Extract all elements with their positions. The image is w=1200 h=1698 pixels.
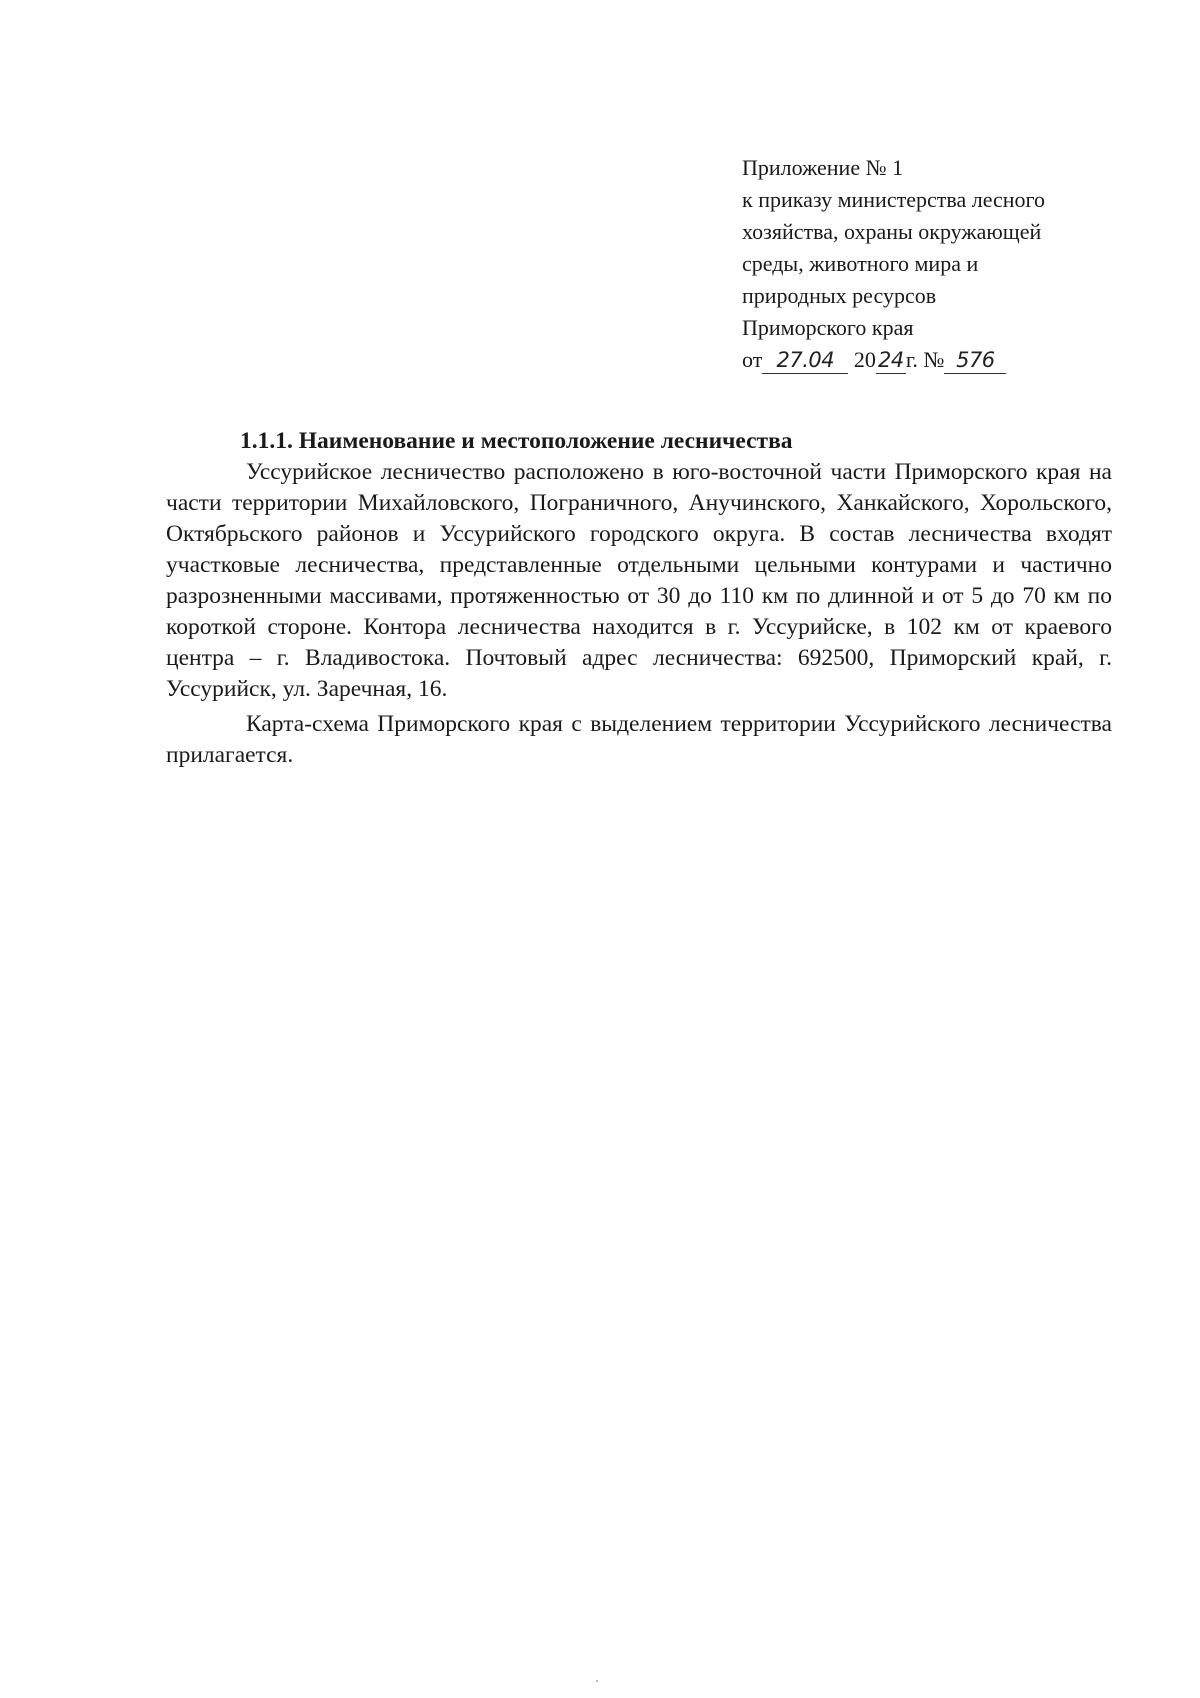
appendix-line: к приказу министерства лесного — [742, 187, 1046, 212]
appendix-title: Приложение № 1 — [742, 155, 904, 180]
date-year-prefix: 20 — [853, 347, 876, 372]
paragraph-map-note: Карта-схема Приморского края с выделением территории Уссурийского лесничества прилагается. — [166, 711, 1112, 768]
appendix-line: природных ресурсов — [742, 283, 937, 308]
appendix-line: Приморского края — [742, 315, 914, 340]
handwritten-order-number: 576 — [944, 347, 1006, 374]
appendix-header — [742, 152, 1122, 376]
appendix-line: среды, животного мира и — [742, 251, 979, 276]
date-year-suffix: г. № — [905, 347, 945, 372]
paragraph-location: Уссурийское лесничество расположено в юго-восточной части Приморского края на части территории Михайловского, Пограничного, Анучинского, Ханкайского, Хорольского, Октябрьского районов и Уссурийского городского округа. В состав лесничества входят участковые лесничества, представленные отдельными цельными контурами и частично разрозненными массивами, протяженностью от 30 до 110 км по длинной и от 5 до 70 км по короткой стороне. Контора лесничества находится в г. Уссурийске, в 102 км от краевого центра – г. Владивостока. Почтовый адрес лесничества: 692500, Приморский край, г. Уссурийск, ул. Заречная, 16. — [166, 459, 1112, 702]
date-prefix: от — [742, 347, 763, 372]
handwritten-date-year: 24 — [876, 347, 906, 374]
document-section — [166, 426, 1112, 771]
section-heading: 1.1.1. Наименование и местоположение лесничества — [240, 428, 793, 454]
scan-speck — [596, 1680, 598, 1682]
order-date-line — [742, 344, 1122, 376]
appendix-line: хозяйства, охраны окружающей — [742, 219, 1042, 244]
handwritten-date-day: 27.04 — [762, 347, 848, 374]
